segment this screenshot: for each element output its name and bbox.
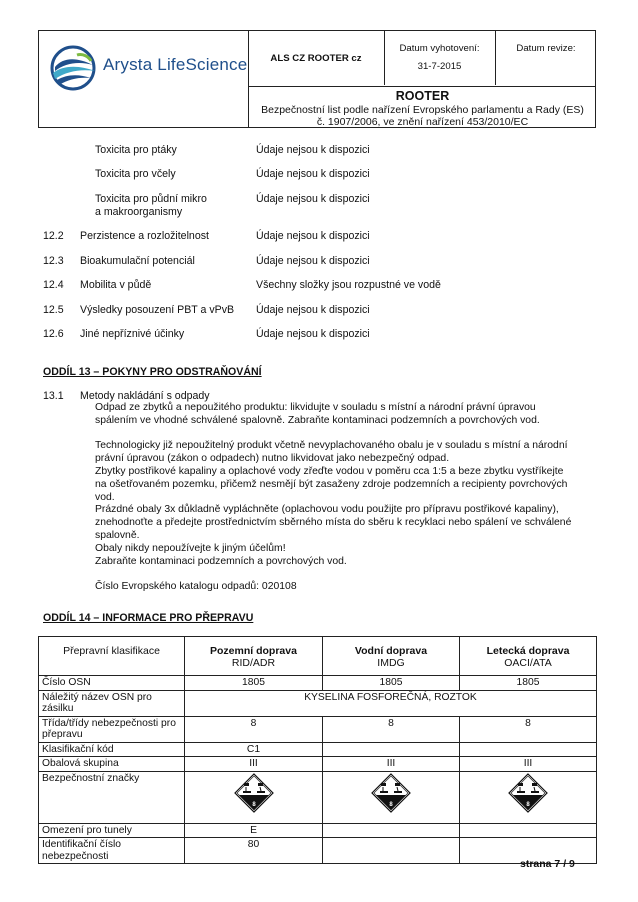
document-header — [38, 30, 596, 128]
table-row — [39, 742, 597, 757]
s13-line: Zabraňte kontaminaci podzemních a povrchových vod. — [95, 555, 347, 567]
section-14-title: ODDÍL 14 – INFORMACE PRO PŘEPRAVU — [43, 612, 254, 624]
cell-road: 1805 — [185, 676, 323, 691]
issue-date: 31-7-2015 — [417, 61, 462, 72]
s12-label: Mobilita v půdě — [80, 279, 152, 291]
issue-date-label: Datum vyhotovení: — [399, 43, 480, 54]
s13-line: Zbytky postřikové kapaliny a oplachové vody zřeďte vodou v poměru cca 1:5 a beze zbytku vystříkejte — [95, 465, 564, 477]
s12-value: Údaje nejsou k dispozici — [256, 144, 370, 156]
s13-blank — [95, 568, 595, 581]
cell-road: C1 — [185, 742, 323, 757]
s12-label: Toxicita pro ptáky — [95, 144, 177, 156]
corrosive-diamond-icon — [234, 773, 274, 813]
cell-sea: 1805 — [323, 676, 460, 691]
product-name: ROOTER — [395, 89, 450, 103]
arysta-logo-icon — [47, 43, 103, 93]
table-row — [39, 757, 597, 772]
cell-sea — [323, 838, 460, 864]
section-13-title: ODDÍL 13 – POKYNY PRO ODSTRAŇOVÁNÍ — [43, 366, 262, 378]
s12-label: Bioakumulační potenciál — [80, 255, 195, 267]
regulation-line-1: Bezpečnostní list podle nařízení Evropského parlamentu a Rady (ES) — [261, 104, 584, 116]
table-row — [39, 823, 597, 838]
s12-value: Údaje nejsou k dispozici — [256, 304, 370, 316]
s13-line: spalovně. — [95, 529, 140, 541]
corrosive-diamond-icon — [371, 773, 411, 813]
s12-num: 12.6 — [43, 328, 64, 340]
s13-line: vod. — [95, 491, 115, 503]
row-label: Klasifikační kód — [39, 742, 185, 757]
cell-air-pictogram — [460, 771, 597, 823]
cell-road: E — [185, 823, 323, 838]
table-header-row — [39, 637, 597, 676]
row-label: Obalová skupina — [39, 757, 185, 772]
page-number: strana 7 / 9 — [520, 858, 575, 870]
s13-line: právní úpravou (zákon o odpadech) nutno likvidovat jako nebezpečný odpad. — [95, 453, 450, 465]
s13-waste-code: Číslo Evropského katalogu odpadů: 020108 — [95, 581, 297, 593]
regulation-line-2: č. 1907/2006, ve znění nařízení 453/2010/EC — [316, 116, 529, 128]
table-row — [39, 676, 597, 691]
s13-line: Odpad ze zbytků a nepoužitého produktu: likvidujte v souladu s místní a národní právní úpravou — [95, 402, 536, 413]
s12-num: 12.3 — [43, 255, 64, 267]
s13-num: 13.1 — [43, 390, 64, 402]
cell-road: III — [185, 757, 323, 772]
cell-air: 8 — [460, 716, 597, 742]
s13-subtitle: Metody nakládání s odpady — [80, 390, 210, 402]
s13-blank — [95, 428, 595, 441]
table-row — [39, 838, 597, 864]
cell-sea: III — [323, 757, 460, 772]
s12-label: Výsledky posouzení PBT a vPvB — [80, 304, 235, 316]
s12-label: Toxicita pro půdní mikro — [95, 193, 207, 205]
cell-road: 80 — [185, 838, 323, 864]
header-air: Letecká doprava OACI/ATA — [460, 637, 597, 676]
s12-label: Perzistence a rozložitelnost — [80, 230, 209, 242]
cell-sea: 8 — [323, 716, 460, 742]
s12-value: Všechny složky jsou rozpustné ve vodě — [256, 279, 441, 291]
s13-line: na ošetřovaném pozemku, přičemž nesmějí být zasaženy zdroje podzemních a recipienty povrchových — [95, 478, 568, 490]
s12-num: 12.2 — [43, 230, 64, 242]
transport-table — [38, 636, 597, 864]
row-label: Bezpečnostní značky — [39, 771, 185, 823]
s12-label: Jiné nepříznivé účinky — [80, 328, 185, 340]
svg-text:8: 8 — [526, 801, 530, 808]
s13-line: spálením ve vhodné schválené spalovně. Zabraňte kontaminaci podzemních a povrchových vod. — [95, 414, 540, 426]
cell-air — [460, 823, 597, 838]
s13-line: znehodnoťte a předejte prostřednictvím sběrného místa do sběru k recyklaci nebo spálení ve schválené — [95, 517, 572, 529]
cell-air — [460, 742, 597, 757]
row-label: Omezení pro tunely — [39, 823, 185, 838]
s12-value: Údaje nejsou k dispozici — [256, 328, 370, 340]
svg-text:8: 8 — [251, 801, 256, 808]
s13-line: Prázdné obaly 3x důkladně vypláchněte (oplachovou vodu použijte pro přípravu postřikové kapaliny), — [95, 504, 559, 516]
s12-num: 12.5 — [43, 304, 64, 316]
row-label: Číslo OSN — [39, 676, 185, 691]
s12-num: 12.4 — [43, 279, 64, 291]
s12-value: Údaje nejsou k dispozici — [256, 193, 370, 205]
header-road: Pozemní doprava RID/ADR — [185, 637, 323, 676]
s13-line: Technologicky již nepoužitelný produkt včetně nevyplachovaného obalu je v souladu s místní a národní — [95, 440, 568, 452]
cell-sea — [323, 823, 460, 838]
table-row — [39, 771, 597, 823]
table-row — [39, 690, 597, 716]
s12-label: Toxicita pro včely — [95, 168, 176, 180]
row-label: Náležitý název OSN pro zásilku — [39, 690, 185, 716]
header-sea: Vodní doprava IMDG — [323, 637, 460, 676]
svg-text:8: 8 — [389, 801, 393, 808]
cell-air: III — [460, 757, 597, 772]
section-13-text — [95, 402, 595, 594]
row-label: Identifikační číslo nebezpečnosti — [39, 838, 185, 864]
s12-value: Údaje nejsou k dispozici — [256, 230, 370, 242]
cell-sea — [323, 742, 460, 757]
s13-line: Obaly nikdy nepoužívejte k jiným účelům! — [95, 542, 286, 554]
table-row — [39, 716, 597, 742]
cell-road-pictogram — [185, 771, 323, 823]
s12-value: Údaje nejsou k dispozici — [256, 168, 370, 180]
company-name: Arysta LifeScience — [103, 55, 248, 74]
s12-value: Údaje nejsou k dispozici — [256, 255, 370, 267]
s12-label-cont: a makroorganismy — [95, 206, 183, 218]
corrosive-diamond-icon — [508, 773, 548, 813]
cell-road: 8 — [185, 716, 323, 742]
row-label: Třída/třídy nebezpečnosti pro přepravu — [39, 716, 185, 742]
cell-shipping-name: KYSELINA FOSFOREČNÁ, ROZTOK — [185, 690, 597, 716]
cell-air: 1805 — [460, 676, 597, 691]
header-classification: Přepravní klasifikace — [39, 637, 185, 676]
revision-date-label: Datum revize: — [516, 43, 576, 54]
product-code: ALS CZ ROOTER cz — [270, 53, 362, 64]
cell-sea-pictogram — [323, 771, 460, 823]
